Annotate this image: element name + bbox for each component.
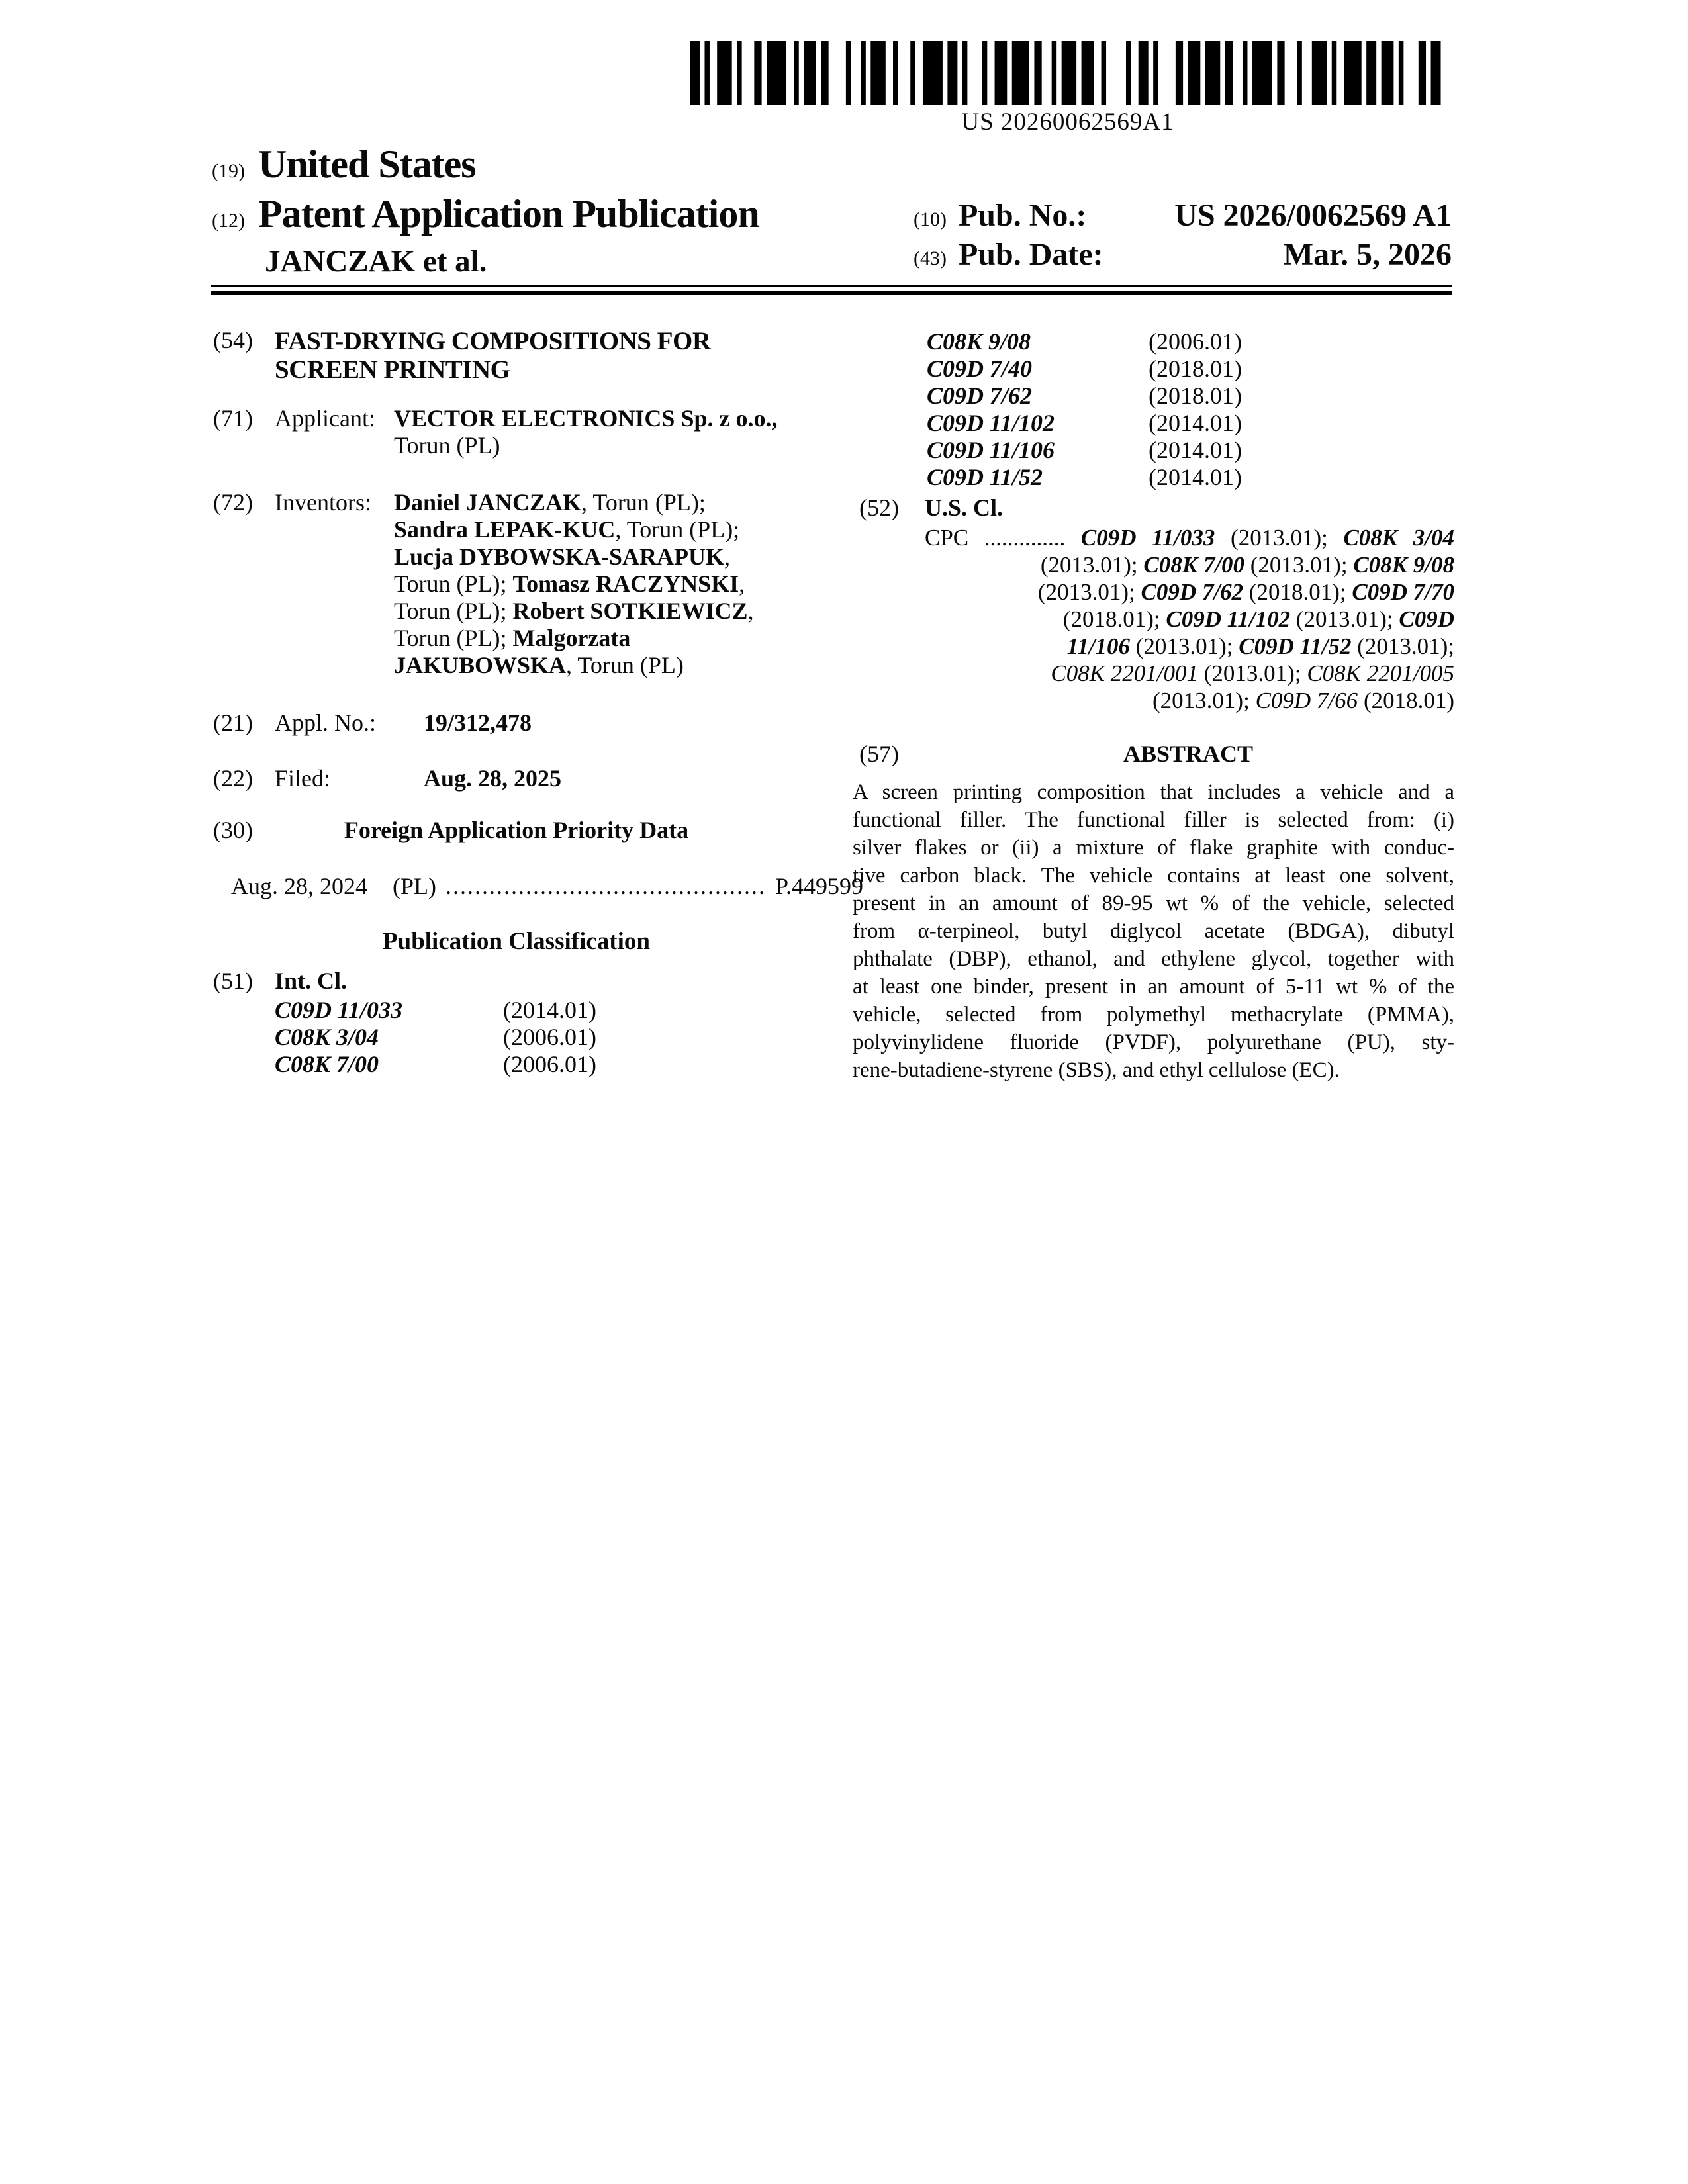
int-cl-code: C09D 11/033 xyxy=(275,997,403,1023)
applicant-value xyxy=(394,405,777,459)
filed-section xyxy=(213,765,561,792)
int-cl-date: (2006.01) xyxy=(503,1024,596,1050)
int-cl-code: C08K 9/08 xyxy=(927,328,1031,355)
text-line: polyvinylidene fluoride (PVDF), polyurethane (PU), sty- xyxy=(853,1030,1454,1054)
text-line: Torun (PL); Tomasz RACZYNSKI, xyxy=(394,570,745,597)
int-cl-key: Int. Cl. xyxy=(275,968,348,994)
int-cl-code: C09D 11/52 xyxy=(927,464,1043,490)
int-cl-date: (2014.01) xyxy=(1149,464,1242,490)
int-cl-inid-label: (51) xyxy=(213,968,253,994)
text-line: (2013.01); C09D 7/66 (2018.01) xyxy=(1152,688,1454,713)
filed-inid-label: (22) xyxy=(213,765,253,792)
text-line: Lucja DYBOWSKA-SARAPUK, xyxy=(394,543,731,570)
invention-title xyxy=(275,327,711,384)
text-line: phthalate (DBP), ethanol, and ethylene glycol, together with xyxy=(853,947,1454,971)
applicant-inid-label: (71) xyxy=(213,405,253,432)
int-cl-date: (2006.01) xyxy=(503,1051,596,1077)
priority-country: (PL) xyxy=(393,873,436,899)
pub-date-key: Pub. Date: xyxy=(958,237,1103,272)
inventors-value xyxy=(394,489,754,679)
int-cl-date: (2018.01) xyxy=(1149,383,1242,409)
text-line: C08K 2201/001 (2013.01); C08K 2201/005 xyxy=(1051,660,1454,686)
text-line: Torun (PL); Robert SOTKIEWICZ, xyxy=(394,598,754,624)
int-cl-row xyxy=(275,997,596,1024)
priority-date: Aug. 28, 2024 xyxy=(231,873,367,899)
text-line: VECTOR ELECTRONICS Sp. z o.o., xyxy=(394,405,778,432)
int-cl-date: (2006.01) xyxy=(1149,328,1242,355)
priority-number: P.449599 xyxy=(775,873,864,899)
barcode-image xyxy=(690,41,1446,105)
publication-classification-heading: Publication Classification xyxy=(383,928,650,955)
int-cl-code: C08K 3/04 xyxy=(275,1024,379,1050)
text-line: rene-butadiene-styrene (SBS), and ethyl cellulose (EC). xyxy=(853,1058,1340,1082)
abstract-text xyxy=(853,778,1454,1084)
int-cl-row xyxy=(275,1051,596,1078)
text-line: Torun (PL) xyxy=(394,432,500,459)
cpc-classification-block xyxy=(925,524,1454,714)
foreign-priority-inid-label: (30) xyxy=(213,817,253,843)
barcode-number: US 20260062569A1 xyxy=(961,109,1174,136)
int-cl-row xyxy=(275,1024,596,1051)
appl-no-value: 19/312,478 xyxy=(424,709,532,736)
int-cl-list-right xyxy=(927,328,1242,491)
text-line: at least one binder, present in an amount of 5-11 wt % of the xyxy=(853,975,1454,999)
priority-entry-row xyxy=(231,873,864,900)
int-cl-row xyxy=(927,437,1242,464)
text-line: A screen printing composition that includes a vehicle and a xyxy=(853,780,1454,804)
text-line: tive carbon black. The vehicle contains at least one solvent, xyxy=(853,864,1454,887)
abstract-inid-label: (57) xyxy=(859,741,899,767)
text-line: present in an amount of 89-95 wt % of the vehicle, selected xyxy=(853,891,1454,915)
appl-no-section xyxy=(213,709,532,737)
document-kind: Patent Application Publication xyxy=(258,192,759,236)
inventors-section xyxy=(213,489,754,679)
priority-dot-leader: ............................................ xyxy=(445,873,766,899)
int-cl-code: C09D 11/102 xyxy=(927,410,1055,436)
text-line: from α-terpineol, butyl diglycol acetate (BDGA), dibutyl xyxy=(853,919,1454,943)
us-cl-key: U.S. Cl. xyxy=(925,494,1004,521)
int-cl-code: C09D 7/40 xyxy=(927,355,1033,382)
country-code-label: (19) xyxy=(212,160,245,182)
int-cl-section xyxy=(213,968,347,995)
inventors-inid-label: (72) xyxy=(213,489,253,516)
text-line: Sandra LEPAK-KUC, Torun (PL); xyxy=(394,516,740,543)
int-cl-row xyxy=(927,410,1242,437)
us-cl-inid-label: (52) xyxy=(859,494,899,521)
int-cl-date: (2014.01) xyxy=(1149,437,1242,463)
header-kind-row xyxy=(212,191,759,237)
us-cl-section xyxy=(859,494,1003,522)
appl-no-inid-label: (21) xyxy=(213,709,253,736)
text-line: SCREEN PRINTING xyxy=(275,355,510,384)
int-cl-code: C08K 7/00 xyxy=(275,1051,379,1077)
filed-value: Aug. 28, 2025 xyxy=(424,765,562,792)
foreign-priority-section xyxy=(213,817,758,844)
title-section xyxy=(213,327,711,384)
int-cl-date: (2014.01) xyxy=(1149,410,1242,436)
pub-date-inid-label: (43) xyxy=(914,248,947,269)
abstract-section-header xyxy=(859,741,1452,768)
int-cl-row xyxy=(927,355,1242,383)
text-line: CPC .............. C09D 11/033 (2013.01); C08K 3/04 xyxy=(925,525,1454,551)
int-cl-date: (2018.01) xyxy=(1149,355,1242,382)
pub-no-row xyxy=(914,197,1452,234)
text-line: functional filler. The functional filler is selected from: (i) xyxy=(853,808,1454,832)
header-country-row xyxy=(212,142,476,187)
header-divider-rule xyxy=(211,285,1452,295)
barcode-bars xyxy=(690,41,1446,105)
text-line: vehicle, selected from polymethyl methacrylate (PMMA), xyxy=(853,1003,1454,1026)
int-cl-list-left xyxy=(275,997,596,1078)
text-line: (2013.01); C09D 7/62 (2018.01); C09D 7/70 xyxy=(1037,579,1454,605)
appl-no-key: Appl. No.: xyxy=(275,709,376,736)
pub-date-row xyxy=(914,236,1452,273)
text-line: silver flakes or (ii) a mixture of flake graphite with conduc- xyxy=(853,836,1454,860)
text-line: FAST-DRYING COMPOSITIONS FOR xyxy=(275,327,711,355)
pub-no-key: Pub. No.: xyxy=(958,198,1087,233)
int-cl-code: C09D 7/62 xyxy=(927,383,1033,409)
pub-no-inid-label: (10) xyxy=(914,208,947,230)
text-line: 11/106 (2013.01); C09D 11/52 (2013.01); xyxy=(1066,633,1454,659)
int-cl-date: (2014.01) xyxy=(503,997,596,1023)
int-cl-row xyxy=(927,383,1242,410)
int-cl-row xyxy=(927,464,1242,491)
text-line: Torun (PL); Malgorzata xyxy=(394,625,631,651)
title-inid-label: (54) xyxy=(213,327,253,353)
country-name: United States xyxy=(258,142,476,186)
int-cl-row xyxy=(927,328,1242,355)
text-line: Daniel JANCZAK, Torun (PL); xyxy=(394,489,706,516)
kind-code-label: (12) xyxy=(212,210,245,232)
foreign-priority-heading: Foreign Application Priority Data xyxy=(344,817,689,843)
applicant-section xyxy=(213,405,777,459)
text-line: JAKUBOWSKA, Torun (PL) xyxy=(394,652,684,678)
party-line: JANCZAK et al. xyxy=(265,244,487,279)
text-line: (2013.01); C08K 7/00 (2013.01); C08K 9/08 xyxy=(1040,552,1454,578)
abstract-heading: ABSTRACT xyxy=(1123,741,1254,767)
applicant-key: Applicant: xyxy=(275,405,375,432)
filed-key: Filed: xyxy=(275,765,331,792)
pub-no-value: US 2026/0062569 A1 xyxy=(1174,198,1452,233)
pub-date-value: Mar. 5, 2026 xyxy=(1283,237,1452,272)
int-cl-code: C09D 11/106 xyxy=(927,437,1055,463)
text-line: (2018.01); C09D 11/102 (2013.01); C09D xyxy=(1062,606,1454,632)
inventors-key: Inventors: xyxy=(275,489,371,516)
